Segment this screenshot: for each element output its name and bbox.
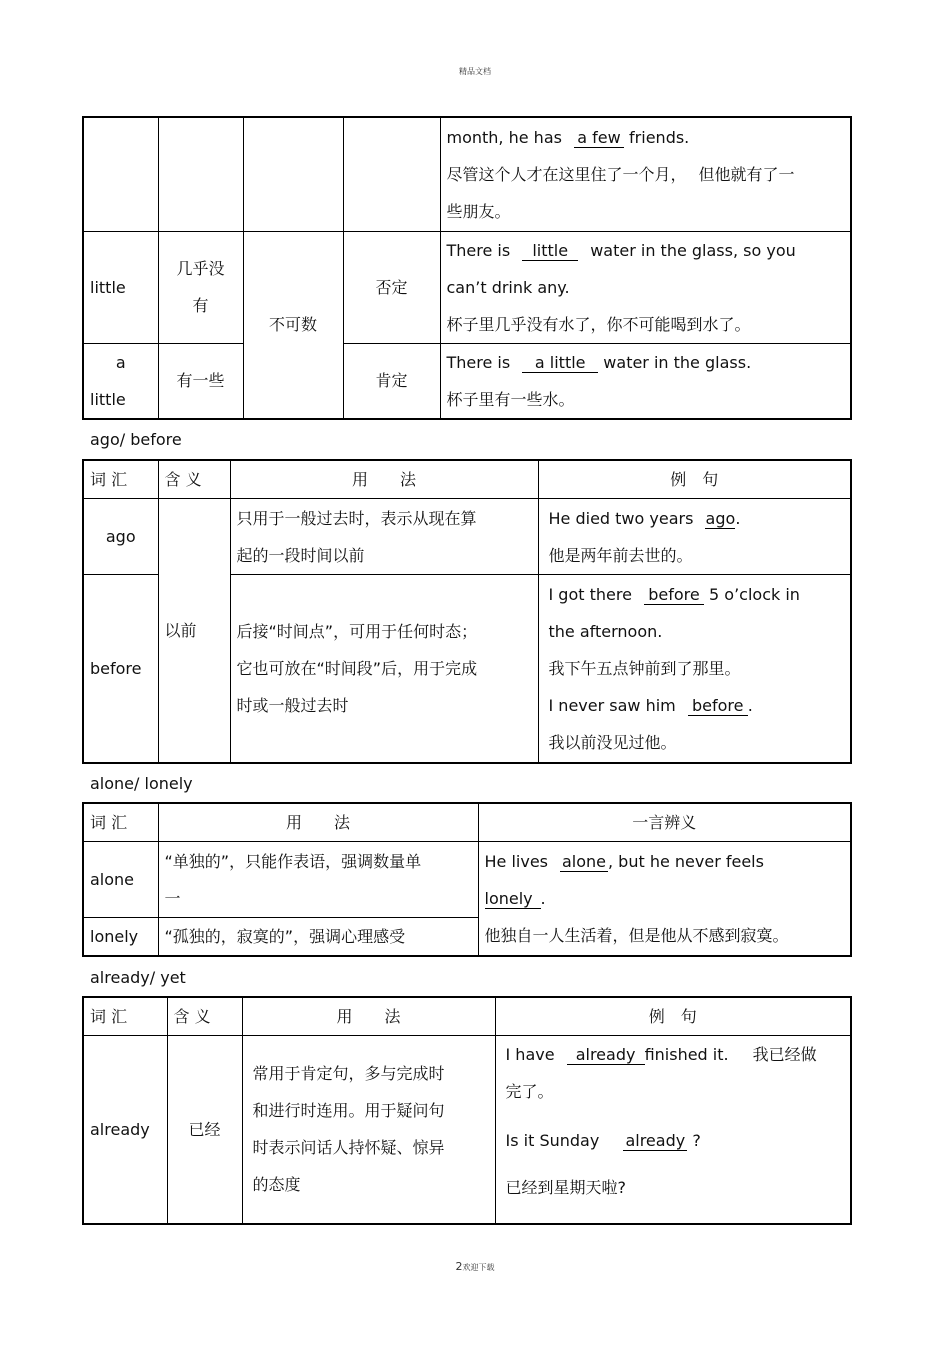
example-cell: He lives alone , but he never feels lonely . 他独自一人生活着，但是他从不感到寂寞。 bbox=[478, 842, 851, 957]
table-alone-lonely bbox=[82, 802, 852, 957]
table-row bbox=[83, 842, 851, 918]
answer-blank: a little bbox=[522, 354, 598, 373]
section-title-alone-lonely: alone/ lonely bbox=[90, 774, 193, 793]
word-cell: alone bbox=[83, 842, 158, 918]
section-title-already-yet: already/ yet bbox=[90, 968, 186, 987]
word-cell: lonely bbox=[83, 918, 158, 957]
word-cell: already bbox=[83, 1036, 167, 1224]
answer-blank: already bbox=[567, 1046, 645, 1065]
usage-cell: 肯定 bbox=[343, 343, 440, 419]
answer-blank: alone bbox=[561, 852, 607, 871]
page-header: 精品文档 bbox=[459, 67, 491, 76]
word-cell: little bbox=[83, 231, 158, 343]
table-little bbox=[82, 116, 852, 420]
answer-blank: a few bbox=[574, 129, 624, 148]
answer-blank: lonely bbox=[485, 890, 541, 909]
usage-cell: 常用于肯定句，多与完成时 和进行时连用。用于疑问句 时表示问话人持怀疑、惊异 的态度 bbox=[242, 1036, 495, 1224]
example-cell: There is a little water in the glass. 杯子里有一些水。 bbox=[440, 343, 851, 419]
example-cell: month, he has a few friends. 尽管这个人才在这里住了一个月， 但他就有了一 些朋友。 bbox=[440, 117, 851, 231]
word-cell: a little bbox=[83, 343, 158, 419]
answer-blank: ago bbox=[705, 508, 736, 528]
word-cell: ago bbox=[83, 499, 158, 575]
table-row bbox=[83, 343, 851, 419]
meaning-cell: 以前 bbox=[158, 499, 230, 763]
table-already-yet bbox=[82, 996, 852, 1225]
table-row bbox=[83, 231, 851, 343]
answer-blank: before bbox=[644, 586, 704, 605]
usage-cell: “孤独的，寂寞的”，强调心理感受 bbox=[158, 918, 478, 957]
countability-cell: 不可数 bbox=[243, 231, 343, 419]
example-cell: There is little water in the glass, so you can’t drink any. 杯子里几乎没有水了，你不可能喝到水了。 bbox=[440, 231, 851, 343]
page-footer: 2欢迎下载 bbox=[455, 1260, 495, 1273]
table-header-row: 词 汇 含 义 用 法 例 句 bbox=[83, 997, 851, 1036]
table-header-row: 词 汇 含 义 用 法 例 句 bbox=[83, 460, 851, 499]
table-row bbox=[83, 1036, 851, 1224]
example-cell: I got there before 5 o’clock in the afternoon. 我下午五点钟前到了那里。 I never saw him before . 我以前没见过他。 bbox=[538, 575, 851, 763]
table-row bbox=[83, 499, 851, 575]
table-ago-before bbox=[82, 459, 852, 764]
meaning-cell: 几乎没 有 bbox=[158, 231, 243, 343]
section-title-ago-before: ago/ before bbox=[90, 430, 182, 449]
answer-blank: little bbox=[522, 242, 578, 261]
meaning-cell: 已经 bbox=[167, 1036, 242, 1224]
answer-blank: before bbox=[688, 697, 748, 716]
answer-blank: already bbox=[623, 1132, 687, 1151]
meaning-cell: 有一些 bbox=[158, 343, 243, 419]
usage-cell: 只用于一般过去时，表示从现在算 起的一段时间以前 bbox=[230, 499, 538, 575]
example-cell: I have already finished it. 我已经做 完了。 Is it Sunday already ? 已经到星期天啦? bbox=[495, 1036, 851, 1224]
table-header-row: 词 汇 用 法 一言辨义 bbox=[83, 803, 851, 842]
usage-cell: “单独的”，只能作表语，强调数量单 一 bbox=[158, 842, 478, 918]
word-cell: before bbox=[83, 575, 158, 763]
example-cell: He died two years ago. 他是两年前去世的。 bbox=[538, 499, 851, 575]
usage-cell: 后接“时间点”，可用于任何时态； 它也可放在“时间段”后，用于完成 时或一般过去时 bbox=[230, 575, 538, 763]
usage-cell: 否定 bbox=[343, 231, 440, 343]
page-number: 2 bbox=[455, 1260, 463, 1273]
table-row bbox=[83, 117, 851, 231]
